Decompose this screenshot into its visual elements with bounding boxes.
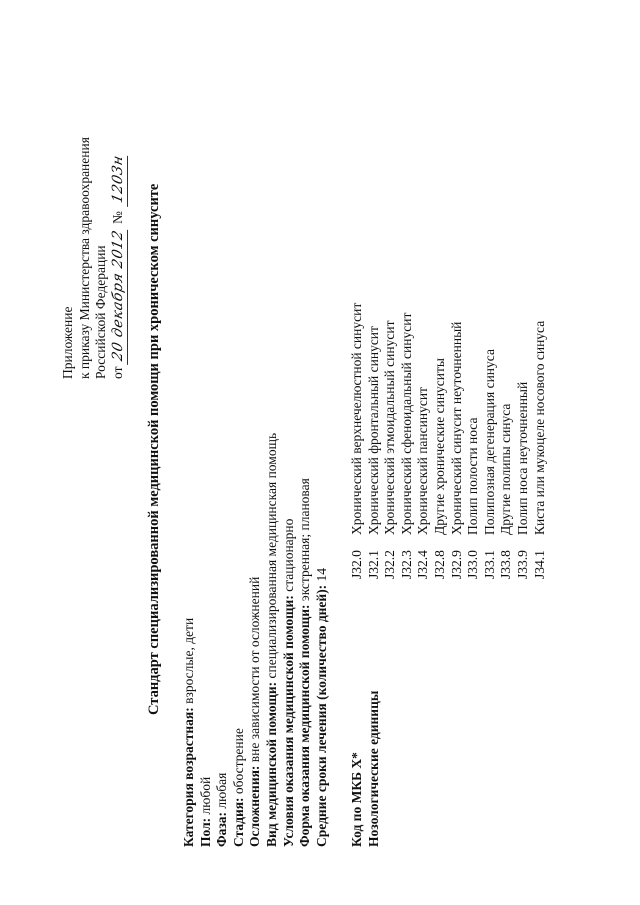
diagnosis-code: J33.1	[481, 550, 497, 579]
document-title: Стандарт специализированной медицинской помощи при хроническом синусите	[146, 183, 162, 715]
mkb-code-label: Код по МКБ X*	[349, 752, 364, 847]
diagnosis-name: Полипозная дегенерация синуса	[481, 349, 497, 535]
diagnosis-name: Хронический этмоидальный синусит	[382, 320, 398, 535]
from-label: от	[109, 366, 125, 379]
diagnosis-code: J32.2	[382, 550, 398, 579]
diagnosis-code: J32.0	[349, 550, 364, 579]
diagnosis-code-list	[349, 303, 548, 579]
param-stage: Стадия: обострение	[230, 728, 246, 847]
diagnosis-code: J33.0	[465, 550, 481, 579]
list-item	[515, 303, 532, 579]
diagnosis-name: Хронический верхнечелюстной синусит	[349, 302, 364, 535]
list-item	[498, 303, 515, 579]
param-complications: Осложнения: вне зависимости от осложнений	[247, 576, 263, 847]
list-item	[349, 303, 366, 579]
appendix-line-3: Российской Федерации	[93, 245, 109, 379]
diagnosis-name: Хронический синусит неуточненный	[448, 321, 464, 535]
diagnosis-name: Киста или мукоцеле носового синуса	[531, 320, 547, 535]
appendix-line-1: Приложение	[60, 306, 75, 379]
date-signature: 20 декабря 2012	[110, 226, 128, 364]
diagnosis-name: Другие хронические синуситы	[431, 358, 447, 535]
nosology-label: Нозологические единицы	[365, 690, 381, 847]
param-age-category: Категория возрастная: взрослые, дети	[181, 617, 196, 847]
param-care-conditions: Условия оказания медицинской помощи: стационарно	[280, 518, 296, 847]
param-phase: Фаза: любая	[214, 772, 230, 847]
param-care-form: Форма оказания медицинской помощи: экстренная; плановая	[297, 478, 313, 847]
list-item	[415, 303, 432, 579]
list-item	[449, 303, 466, 579]
mkb-labels	[349, 691, 382, 847]
diagnosis-name: Хронический фронтальный синусит	[365, 326, 381, 535]
standard-parameters	[181, 433, 330, 847]
list-item	[465, 303, 482, 579]
diagnosis-code: J32.4	[415, 550, 431, 579]
appendix-header	[60, 137, 127, 379]
diagnosis-code: J33.9	[514, 550, 530, 579]
diagnosis-name: Другие полипы синуса	[498, 403, 514, 535]
param-sex: Пол: любой	[197, 776, 213, 847]
diagnosis-code: J33.8	[498, 550, 514, 579]
appendix-line-2: к приказу Министерства здравоохранения	[76, 137, 92, 379]
param-care-type: Вид медицинской помощи: специализированная медицинская помощь	[263, 432, 279, 847]
param-treatment-duration: Средние сроки лечения (количество дней): 14	[313, 567, 329, 847]
list-item	[482, 303, 499, 579]
diagnosis-code: J32.1	[365, 550, 381, 579]
list-item	[432, 303, 449, 579]
number-signature: 1203н	[110, 152, 128, 207]
diagnosis-name: Полип носа неуточненный	[514, 381, 530, 535]
list-item	[382, 303, 399, 579]
number-label: №	[109, 211, 125, 225]
diagnosis-name: Хронический пансинусит	[415, 387, 431, 535]
diagnosis-code: J32.9	[448, 550, 464, 579]
list-item	[532, 303, 549, 579]
diagnosis-code: J34.1	[531, 550, 547, 579]
diagnosis-name: Полип полости носа	[465, 417, 481, 535]
order-date-number-line	[110, 137, 128, 379]
list-item	[399, 303, 416, 579]
diagnosis-code: J32.3	[398, 550, 414, 579]
diagnosis-code: J32.8	[431, 550, 447, 579]
list-item	[366, 303, 383, 579]
diagnosis-name: Хронический сфеноидальный синусит	[398, 312, 414, 535]
